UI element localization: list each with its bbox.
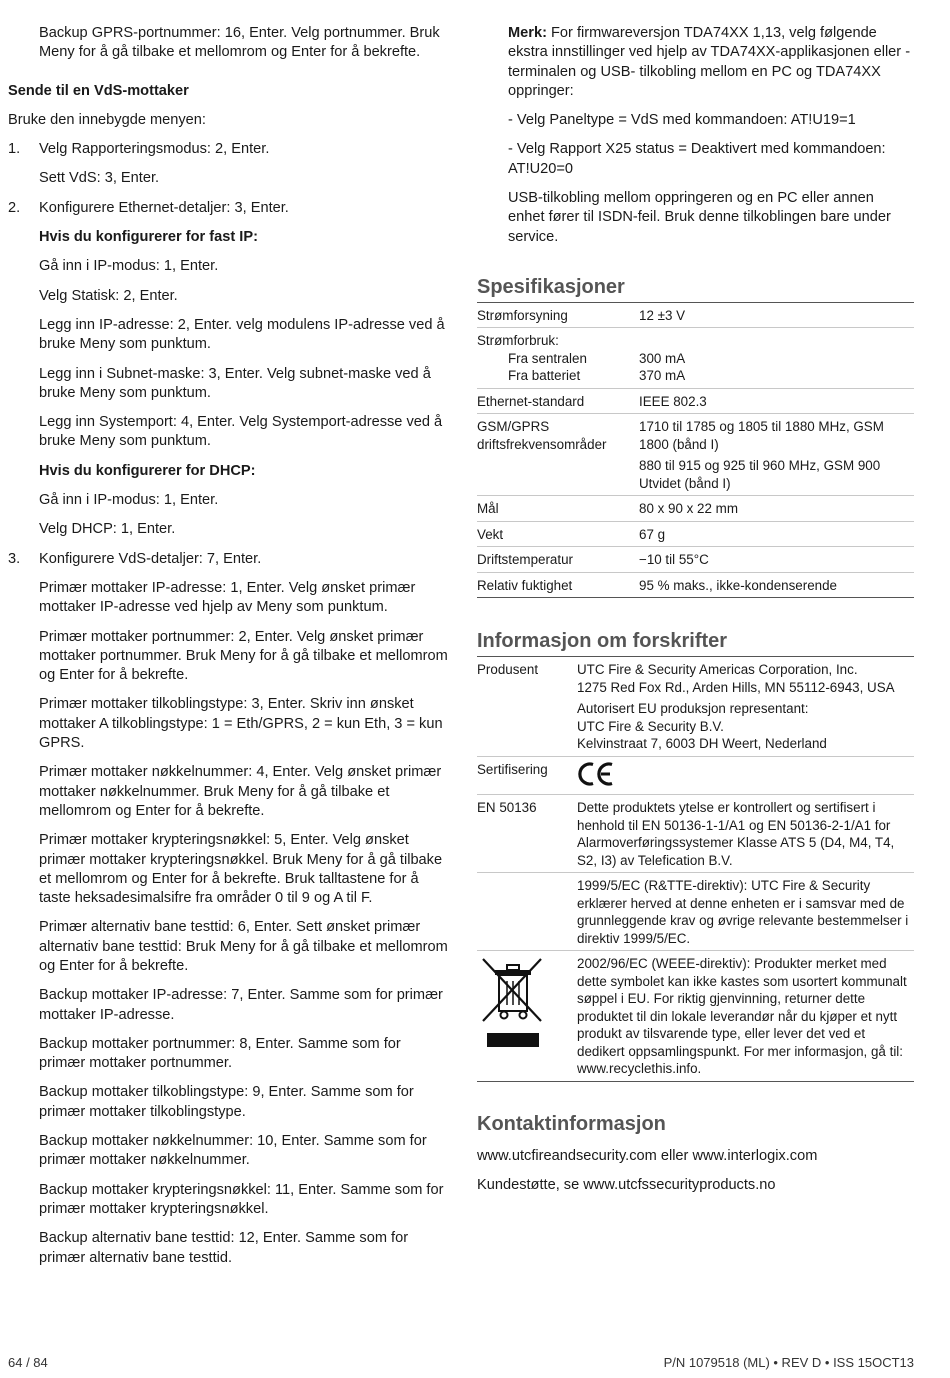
list-item: Backup mottaker nøkkelnummer: 10, Enter. Samme som for primær mottaker nøkkelnummer. (39, 1133, 427, 1169)
table-row (477, 496, 914, 522)
note-label: Merk: (508, 25, 547, 41)
table-row (477, 547, 914, 573)
step-2 (8, 199, 448, 218)
list-item: Primær mottaker tilkoblingstype: 3, Enter. Skriv inn ønsket mottaker A tilkoblingstype: 1 = Eth/GPRS, 2 = kun Eth, 3 = kun GPRS. (39, 696, 443, 752)
contact-line: www.utcfireandsecurity.com eller www.interlogix.com (477, 1147, 818, 1164)
table-row (477, 328, 914, 389)
spec-value: 880 til 915 og 925 til 960 MHz, GSM 900 Utvidet (bånd I) (639, 458, 881, 491)
table-row (477, 657, 914, 756)
reg-value: Dette produktets ytelse er kontrollert og sertifisert i henhold til EN 50136-1-1/A1 og EN 50136-2-1/A1 for Alarmoverføringssystemer Klasse ATS 5 (D4, M4, T4, S2, I3) av Telefication B.V. (577, 795, 914, 873)
crossed-out-bin-icon (477, 955, 547, 1051)
table-row (477, 388, 914, 414)
spec-label-cell (477, 328, 639, 389)
note-item: - Velg Paneltype = VdS med kommandoen: AT!U19=1 (508, 112, 856, 129)
note-text: For firmwareversjon TDA74XX 1,13, velg følgende ekstra innstillinger ved hjelp av TDA74XX-applikasjonen eller -terminalen og USB- tilkobling mellom en PC og TDA74XX oppringer: (508, 25, 911, 99)
spec-value: −10 til 55°C (639, 547, 914, 573)
contact-heading: Kontaktinformasjon (477, 1112, 666, 1135)
list-item: Backup alternativ bane testtid: 12, Enter. Samme som for primær alternativ bane testtid. (39, 1230, 409, 1266)
list-item: Primær mottaker IP-adresse: 1, Enter. Velg ønsket primær mottaker IP-adresse ved hjelp av Meny som punktum. (39, 579, 416, 616)
table-row (477, 795, 914, 873)
spec-label: Strømforbruk: (477, 333, 559, 349)
ce-mark-icon (577, 761, 617, 787)
list-item: Primær mottaker krypteringsnøkkel: 5, Enter. Velg ønsket primær mottaker krypteringsnøkkel. Bruk Meny for å gå tilbake et mellomrom og Enter for å bekrefte. Bruk talltastene for å taste heksadesimalsifre fra områder 0 til 9 og A til F. (39, 832, 443, 907)
spec-value: IEEE 802.3 (639, 388, 914, 414)
table-row (477, 303, 914, 328)
spec-value: 1710 til 1785 og 1805 til 1880 MHz, GSM 1800 (bånd I) (639, 419, 884, 452)
step-text: Konfigurere VdS-detaljer: 7, Enter. (39, 550, 262, 567)
spec-table (477, 303, 914, 599)
spec-label: GSM/GPRS driftsfrekvensområder (477, 414, 639, 496)
list-item: Backup mottaker IP-adresse: 7, Enter. Samme som for primær mottaker IP-adresse. (39, 987, 443, 1023)
table-row (477, 873, 914, 951)
usb-note: USB-tilkobling mellom oppringeren og en PC eller annen enhet fører til ISDN-feil. Bruk denne tilkoblingen bare under service. (508, 190, 891, 245)
spec-label: Mål (477, 496, 639, 522)
spec-value: 370 mA (639, 368, 686, 384)
firmware-note (477, 24, 914, 247)
table-row (477, 572, 914, 598)
spec-heading: Spesifikasjoner (477, 275, 914, 303)
list-item: Primær mottaker portnummer: 2, Enter. Velg ønsket primær mottaker portnummer. Bruk Meny for å gå tilbake et mellomrom og Enter for å bekrefte. (39, 628, 448, 684)
list-item: Legg inn Systemport: 4, Enter. Velg Systemport-adresse ved å bruke Meny som punktum. (39, 414, 443, 450)
spec-value: 80 x 90 x 22 mm (639, 496, 914, 522)
gprs-port-paragraph: Backup GPRS-portnummer: 16, Enter. Velg portnummer. Bruk Meny for å gå tilbake et mellomrom og Enter for å bekrefte. (39, 25, 440, 61)
step-3 (8, 550, 448, 569)
spec-value-cell (639, 414, 914, 496)
spec-label: Ethernet-standard (477, 388, 639, 414)
note-item: - Velg Rapport X25 status = Deaktivert med kommandoen: AT!U20=0 (508, 141, 886, 177)
reg-label: EN 50136 (477, 795, 577, 873)
list-item: Backup mottaker krypteringsnøkkel: 11, Enter. Samme som for primær mottaker krypteringsnøkkel. (39, 1181, 444, 1217)
list-item: Primær mottaker nøkkelnummer: 4, Enter. Velg ønsket primær mottaker nøkkelnummer. Bruk Meny for å gå tilbake et mellomrom og Enter for å bekrefte. (39, 764, 442, 819)
reg-value: UTC Fire & Security B.V. (577, 718, 724, 734)
spec-value: 12 ±3 V (639, 303, 914, 328)
reg-value: 1275 Red Fox Rd., Arden Hills, MN 55112-6943, USA (577, 679, 895, 695)
spec-sublabel: Fra batteriet (508, 368, 581, 384)
table-row (477, 951, 914, 1082)
dhcp-heading: Hvis du konfigurerer for DHCP: (39, 462, 256, 479)
table-row (477, 756, 914, 795)
reg-value: 2002/96/EC (WEEE-direktiv): Produkter merket med dette symbolet kan ikke kastes som usortert kommunalt søppel i EU. For riktig gjenvinning, returner dette produktet til din lokale leverandør når du kjøper et nytt produkt av tilsvarende type, eller lever det ved et dedikert oppsamlingspunkt. For mer informasjon, gå til: www.recyclethis.info. (577, 951, 914, 1082)
list-item: Gå inn i IP-modus: 1, Enter. (39, 492, 219, 509)
spec-value: 300 mA (639, 350, 686, 366)
reg-value: Kelvinstraat 7, 6003 DH Weert, Nederland (577, 736, 827, 752)
left-column (8, 24, 448, 1268)
table-row (477, 521, 914, 547)
list-item: Legg inn IP-adresse: 2, Enter. velg modulens IP-adresse ved å bruke Meny som punktum. (39, 316, 445, 353)
reg-value: 1999/5/EC (R&TTE-direktiv): UTC Fire & Security erklærer herved at denne enheten er i samsvar med de grunnleggende krav og øvrige relevante bestemmelser i direktiv 1999/5/EC. (577, 873, 914, 951)
step-text: Velg Rapporteringsmodus: 2, Enter. (39, 141, 270, 158)
reg-value-cell (577, 657, 914, 756)
step-1-sub: Sett VdS: 3, Enter. (39, 170, 160, 187)
list-item: Gå inn i IP-modus: 1, Enter. (39, 258, 219, 275)
note-paragraph (508, 24, 914, 101)
part-number: P/N 1079518 (ML) • REV D • ISS 15OCT13 (663, 1355, 914, 1370)
step-number: 3. (8, 550, 21, 567)
list-item: Velg DHCP: 1, Enter. (39, 521, 176, 538)
spec-label: Relativ fuktighet (477, 572, 639, 598)
menu-intro: Bruke den innebygde menyen: (8, 111, 206, 128)
vds-heading: Sende til en VdS-mottaker (8, 82, 189, 99)
reg-value-cell (577, 756, 914, 795)
right-column (477, 24, 914, 1196)
spec-sublabel: Fra sentralen (508, 350, 587, 366)
table-row (477, 414, 914, 496)
spec-label: Driftstemperatur (477, 547, 639, 573)
spec-value: 95 % maks., ikke-kondenserende (639, 572, 914, 598)
spec-label: Vekt (477, 521, 639, 547)
reg-value: Autorisert EU produksjon representant: (577, 701, 809, 717)
step-1 (8, 140, 448, 159)
step-number: 1. (8, 141, 21, 158)
spec-value: 67 g (639, 521, 914, 547)
reg-label: Sertifisering (477, 756, 577, 795)
list-item: Backup mottaker portnummer: 8, Enter. Samme som for primær mottaker portnummer. (39, 1035, 401, 1072)
reg-table (477, 657, 914, 1082)
fixed-ip-heading: Hvis du konfigurerer for fast IP: (39, 229, 258, 246)
spec-value-cell (639, 328, 914, 389)
list-item: Backup mottaker tilkoblingstype: 9, Enter. Samme som for primær mottaker tilkoblingstype. (39, 1084, 414, 1120)
list-item: Legg inn i Subnet-maske: 3, Enter. Velg subnet-maske ved å bruke Meny som punktum. (39, 365, 431, 401)
page-number: 64 / 84 (8, 1355, 48, 1370)
step-number: 2. (8, 199, 21, 216)
reg-value: UTC Fire & Security Americas Corporation, Inc. (577, 662, 858, 678)
contact-line: Kundestøtte, se www.utcfssecurityproducts.no (477, 1177, 776, 1194)
step-text: Konfigurere Ethernet-detaljer: 3, Enter. (39, 199, 289, 216)
list-item: Primær alternativ bane testtid: 6, Enter. Sett ønsket primær alternativ bane testtid: Bruk Meny for å gå tilbake et mellomrom og Enter for å bekrefte. (39, 919, 448, 974)
list-item: Velg Statisk: 2, Enter. (39, 287, 178, 304)
spec-label: Strømforsyning (477, 303, 639, 328)
reg-label: Produsent (477, 657, 577, 756)
reg-icon-cell (477, 951, 577, 1082)
reg-heading: Informasjon om forskrifter (477, 629, 914, 657)
